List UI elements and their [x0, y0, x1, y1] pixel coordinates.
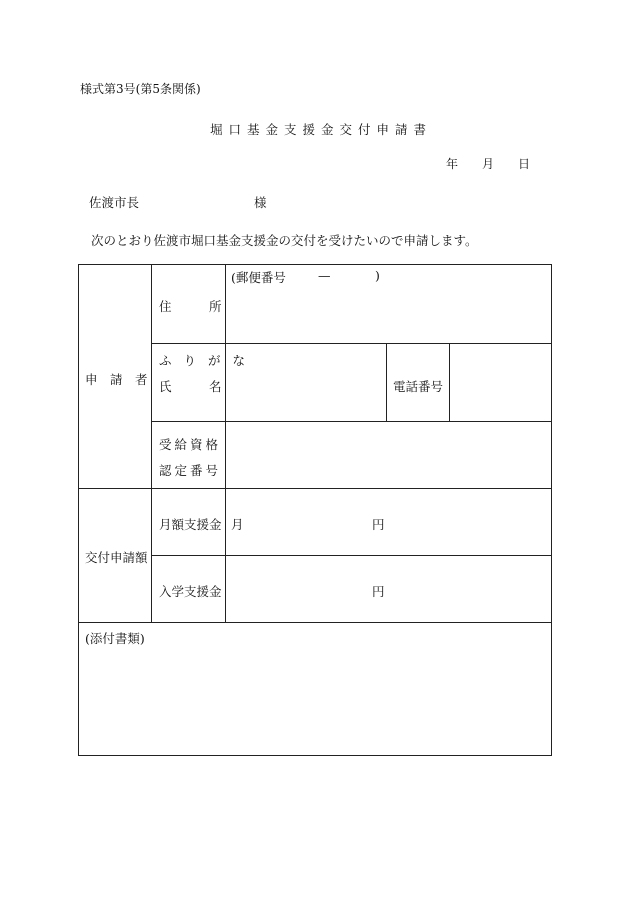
qualification-label-1: 受給資格: [159, 437, 222, 452]
column-divider: [449, 343, 450, 421]
name-label-2: 名: [209, 379, 222, 394]
monthly-label: 月額支援金: [159, 517, 222, 532]
row-divider: [151, 555, 552, 556]
row-divider: [151, 421, 552, 422]
name-field[interactable]: [228, 345, 384, 419]
column-divider: [151, 265, 152, 622]
column-divider: [225, 265, 226, 622]
postal-dash: —: [318, 268, 331, 283]
section-divider: [79, 622, 552, 623]
address-label-1: 住: [159, 299, 172, 314]
furigana-label: ふりがな: [159, 353, 258, 368]
admission-amount-field[interactable]: [229, 558, 364, 620]
form-number: 様式第3号(第5条関係): [80, 82, 201, 96]
address-field[interactable]: [228, 283, 383, 339]
qualification-label-2: 認定番号: [159, 463, 222, 478]
date-day: 日: [518, 157, 531, 171]
address-label-2: 所: [209, 299, 222, 314]
row-divider: [151, 343, 552, 344]
grant-amount-label: 交付申請額: [85, 550, 148, 565]
section-divider: [79, 488, 552, 489]
attachments-field[interactable]: [83, 647, 547, 751]
honorific: 様: [254, 195, 267, 210]
admission-yen: 円: [372, 584, 385, 599]
intro-text: 次のとおり佐渡市堀口基金支援金の交付を受けたいので申請します。: [91, 233, 478, 248]
document-title: 堀口基金支援金交付申請書: [209, 122, 432, 137]
phone-label: 電話番号: [393, 379, 444, 394]
recipient: 佐渡市長: [89, 195, 140, 210]
name-label-1: 氏: [159, 379, 172, 394]
applicant-label: 申 請 者: [85, 372, 148, 387]
monthly-prefix: 月: [231, 517, 244, 532]
phone-field[interactable]: [451, 345, 550, 419]
date-year: 年: [446, 157, 459, 171]
postal-close: ): [375, 268, 380, 283]
column-divider: [386, 343, 387, 421]
postal-code-label: (郵便番号: [231, 270, 286, 285]
monthly-amount-field[interactable]: [249, 491, 364, 553]
admission-label: 入学支援金: [159, 584, 222, 599]
monthly-yen: 円: [372, 517, 385, 532]
date-month: 月: [482, 157, 495, 171]
application-table: [78, 264, 552, 756]
attachments-label: (添付書類): [85, 631, 145, 646]
qualification-number-field[interactable]: [228, 423, 550, 486]
